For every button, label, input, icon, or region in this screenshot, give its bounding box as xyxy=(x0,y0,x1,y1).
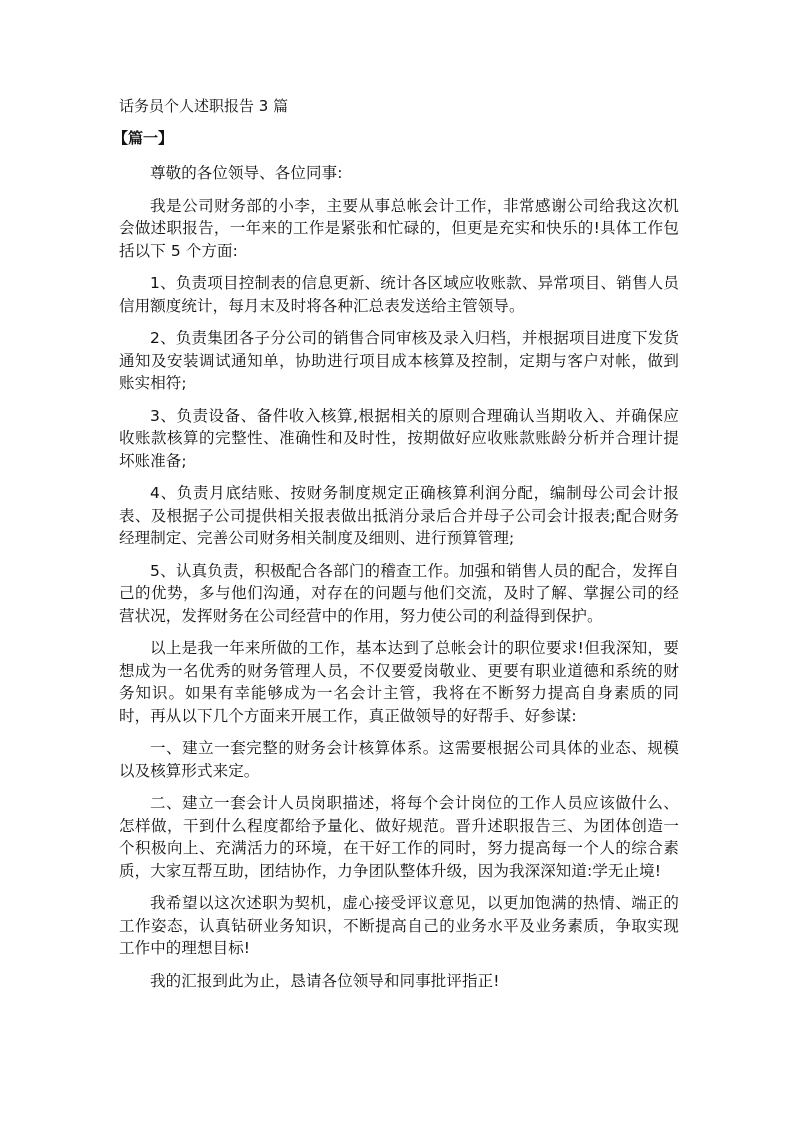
duty-item-1: 1、负责项目控制表的信息更新、统计各区域应收账款、异常项目、销售人员信用额度统计，每月末及时将各种汇总表发送给主管领导。 xyxy=(119,274,679,315)
document-body xyxy=(119,162,679,1002)
salutation-paragraph: 尊敬的各位领导、各位同事: xyxy=(150,164,343,182)
duty-item-3: 3、负责设备、备件收入核算,根据相关的原则合理确认当期收入、并确保应收账款核算的完整性、准确性和及时性，按期做好应收账款账龄分析并合理计提坏账准备; xyxy=(119,406,679,470)
intro-paragraph: 我是公司财务部的小李，主要从事总帐会计工作，非常感谢公司给我这次机会做述职报告，一年来的工作是紧张和忙碌的，但更是充实和快乐的!具体工作包括以下 5 个方面: xyxy=(119,196,679,260)
duty-item-4: 4、负责月底结账、按财务制度规定正确核算利润分配，编制母公司会计报表、及根据子公司提供相关报表做出抵消分录后合并母子公司会计报表;配合财务经理制定、完善公司财务相关制度及细则、进行预算管理; xyxy=(119,484,679,547)
plan-item-2: 二、建立一套会计人员岗职描述，将每个会计岗位的工作人员应该做什么、怎样做，干到什么程度都给予量化、做好规范。晋升述职报告三、为团体创造一个积极向上、充满活力的环境，在干好工作的同时，努力提高每一个人的综合素质，大家互帮互助，团结协作，力争团队整体升级，因为我深深知道:学无止境! xyxy=(119,794,679,880)
document-title: 话务员个人述职报告 3 篇 xyxy=(119,97,289,115)
section-heading: 【篇一】 xyxy=(113,129,174,147)
closing-paragraph: 我的汇报到此为止，恳请各位领导和同事批评指正! xyxy=(150,971,500,990)
hope-paragraph: 我希望以这次述职为契机，虚心接受评议意见，以更加饱满的热情、端正的工作姿态，认真钻研业务知识，不断提高自己的业务水平及业务素质，争取实现工作中的理想目标! xyxy=(119,894,679,957)
summary-paragraph: 以上是我一年来所做的工作，基本达到了总帐会计的职位要求!但我深知，要想成为一名优秀的财务管理人员，不仅要爱岗敬业、更要有职业道德和系统的财务知识。如果有幸能够成为一名会计主管，我将在不断努力提高自身素质的同时，再从以下几个方面来开展工作，真正做领导的好帮手、好参谋: xyxy=(119,639,679,725)
duty-item-2: 2、负责集团各子分公司的销售合同审核及录入归档，并根据项目进度下发货通知及安装调试通知单，协助进行项目成本核算及控制，定期与客户对帐，做到账实相符; xyxy=(119,329,679,392)
duty-item-5: 5、认真负责，积极配合各部门的稽查工作。加强和销售人员的配合，发挥自己的优势，多与他们沟通，对存在的问题与他们交流，及时了解、掌握公司的经营状况，发挥财务在公司经营中的作用，努力使公司的利益得到保护。 xyxy=(119,561,679,625)
plan-item-1: 一、建立一套完整的财务会计核算体系。这需要根据公司具体的业态、规模以及核算形式来定。 xyxy=(119,739,679,780)
